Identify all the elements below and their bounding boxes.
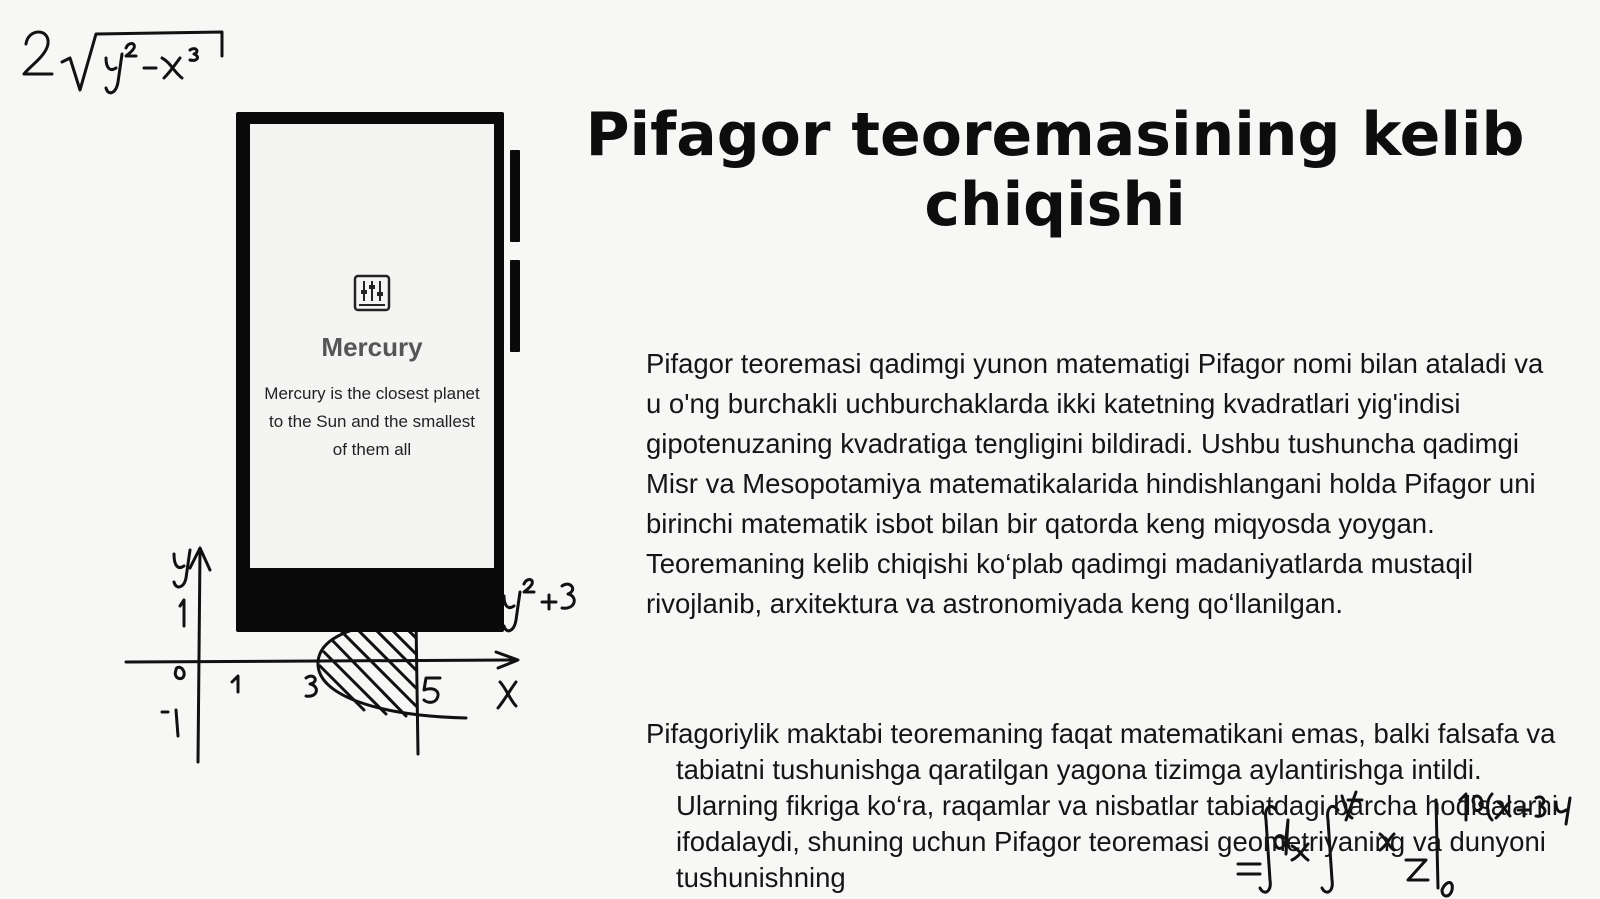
slide-title: Pifagor teoremasining kelib chiqishi (585, 100, 1525, 240)
card-text: Mercury is the closest planet to the Sun and the smallest of them all (264, 384, 480, 459)
phone-side-button-bottom (510, 260, 520, 352)
paragraph-origin: Pifagor teoremasi qadimgi yunon matematigi Pifagor nomi bilan ataladi va u o'ng burchakli uchburchaklarda ikki katetning kvadratlari yig'indisi gipotenuzaning kvadratiga tengligini bildiradi. Ushbu tushuncha qadimgi Misr va Mesopotamiya matematikalarida hindishlangani holda Pifagor uni birinchi matematik isbot bilan bir qatorda keng miqyosda yoygan. Teoremaning kelib chiqishi ko‘plab qadimgi madaniyatlarda mustaqil rivojlanib, arxitektura va astronomiyada keng qo‘llanilgan. (646, 348, 1544, 619)
paragraph-pythagoreans: Pifagoriylik maktabi teoremaning faqat matematikani emas, balki falsafa va tabiatni tushunishga qaratilgan yagona tizimga aylantirishga intildi. Ularning fikriga ko‘ra, raqamlar va nisbatlar tabiatdagi barcha hodisalarni ifodalaydi, shuning uchun Pifagor teoremasi geometriyaning va dunyoni tushunishning (646, 718, 1558, 893)
phone-screen (250, 124, 494, 568)
phone-mockup (236, 112, 504, 632)
phone-side-button-top (510, 150, 520, 242)
handwritten-formula-top (18, 22, 228, 102)
card-title: Mercury (321, 332, 423, 362)
sliders-icon (353, 274, 391, 312)
